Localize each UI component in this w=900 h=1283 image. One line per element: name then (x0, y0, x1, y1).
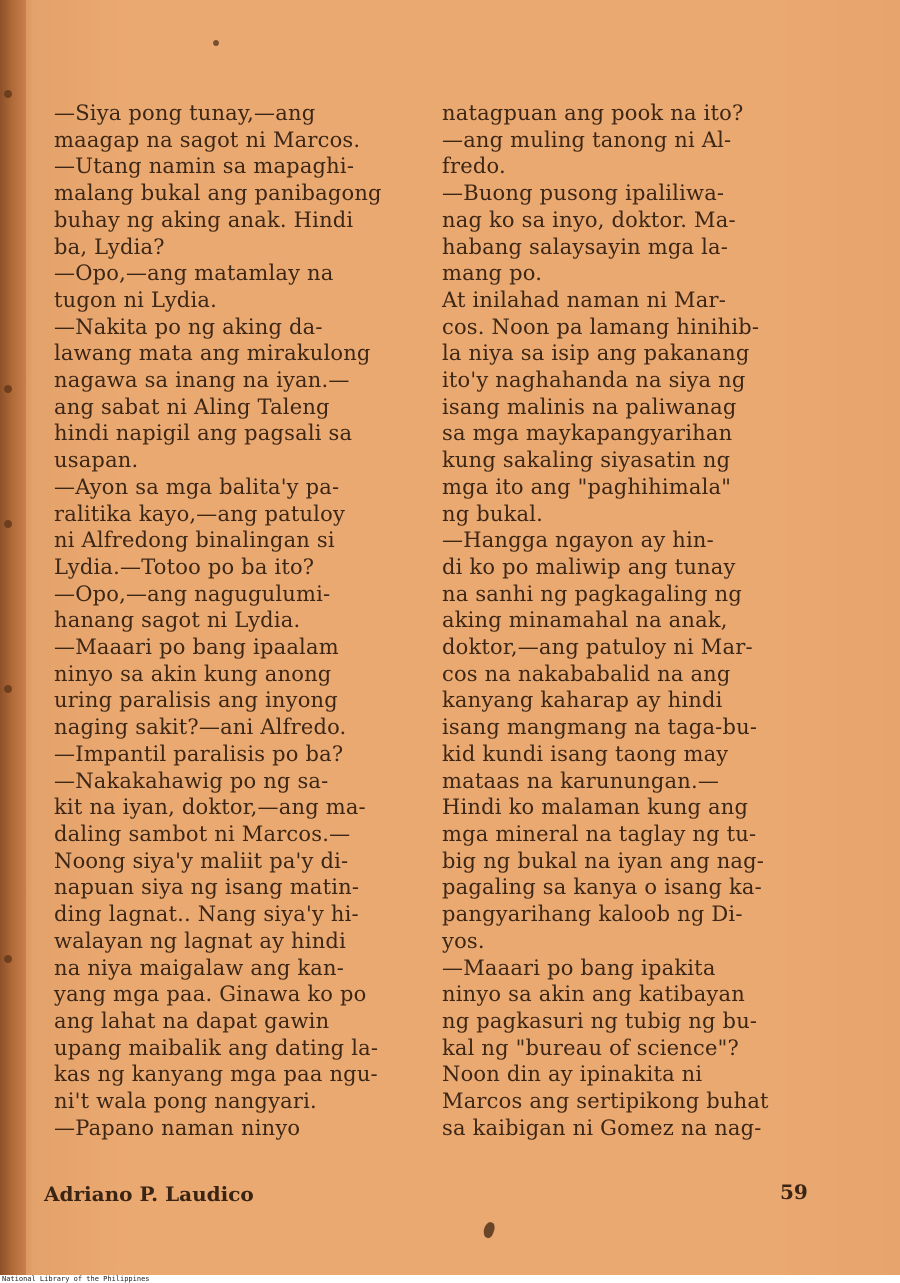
library-credit: National Library of the Philippines (2, 1275, 150, 1283)
paragraph: —Nakita po ng aking da- lawang mata ang mirakulong nagawa sa inang na iyan.— ang sabat ni Aling Taleng hindi napigil ang pagsali sa usapan. (54, 314, 371, 473)
spine-mark (4, 955, 12, 963)
spine-mark (4, 520, 12, 528)
paragraph: —Maaari po bang ipaalam ninyo sa akin kung anong uring paralisis ang inyong naging sakit?—ani Alfredo. —Impantil paralisis po ba? (54, 635, 347, 766)
spine-mark (4, 385, 12, 393)
paragraph: —Opo,—ang nagugulumi- hanang sagot ni Lydia. (54, 581, 331, 633)
paragraph: —Utang namin sa mapaghi- malang bukal ang panibagong buhay ng aking anak. Hindi ba, Lydia? (54, 154, 382, 259)
paragraph: —Nakakahawig po ng sa- kit na iyan, doktor,—ang ma- daling sambot ni Marcos.— Noong siya'y maliit pa'y di- napuan siya ng isang matin- ding lagnat.. Nang siya'y hi- walayan ng lagnat ay hindi na niya maigalaw ang kan- yang mga paa. Ginawa ko po ang lahat na dapat gawin upang maibalik ang dating la- kas ng kanyang mga paa ngu- ni't wala pong nangyari. (54, 768, 379, 1114)
page-spine-edge (0, 0, 26, 1275)
footer-author: Adriano P. Laudico (44, 1182, 254, 1206)
paragraph: natagpuan ang pook na ito? —ang muling tanong ni Al- fredo. (442, 101, 744, 179)
right-text-column (442, 100, 810, 1141)
paragraph: —Ayon sa mga balita'y pa- ralitika kayo,—ang patuloy ni Alfredong binalingan si Lydia.—Totoo po ba ito? (54, 474, 346, 579)
ink-speck (213, 40, 219, 46)
page-number: 59 (780, 1180, 808, 1204)
ink-blot (482, 1221, 497, 1239)
paragraph: At inilahad naman ni Mar- cos. Noon pa lamang hinihib- la niya sa isip ang pakanang ito'y naghahanda na siya ng isang malinis na paliwanag sa mga maykapangyarihan kung sakaling siyasatin ng mga ito ang "paghihimala" ng bukal. (442, 287, 760, 526)
paragraph: —Papano naman ninyo (54, 1115, 301, 1140)
paragraph: Noon din ay ipinakita ni Marcos ang sertipikong buhat sa kaibigan ni Gomez na nag- (442, 1062, 769, 1140)
paragraph: —Hangga ngayon ay hin- di ko po maliwip ang tunay na sanhi ng pagkagaling ng aking minamahal na anak, doktor,—ang patuloy ni Mar- cos na nakababalid na ang kanyang kaharap ay hindi isang mangmang na taga-bu- kid kundi isang taong may mataas na karunungan.— Hindi ko malaman kung ang mga mineral na taglay ng tu- big ng bukal na iyan ang nag- pagaling sa kanya o isang ka- pangyarihang kaloob ng Di- yos. (442, 528, 765, 953)
spine-mark (4, 685, 12, 693)
left-text-column (54, 100, 414, 1141)
paragraph: —Maaari po bang ipakita ninyo sa akin ang katibayan ng pagkasuri ng tubig ng bu- kal ng "bureau of science"? (442, 955, 758, 1060)
paragraph: —Opo,—ang matamlay na tugon ni Lydia. (54, 261, 334, 312)
paragraph: —Siya pong tunay,—ang maagap na sagot ni Marcos. (54, 101, 361, 152)
paragraph: —Buong pusong ipaliliwa- nag ko sa inyo, doktor. Ma- habang salaysayin mga la- mang po. (442, 181, 736, 286)
spine-mark (4, 90, 12, 98)
